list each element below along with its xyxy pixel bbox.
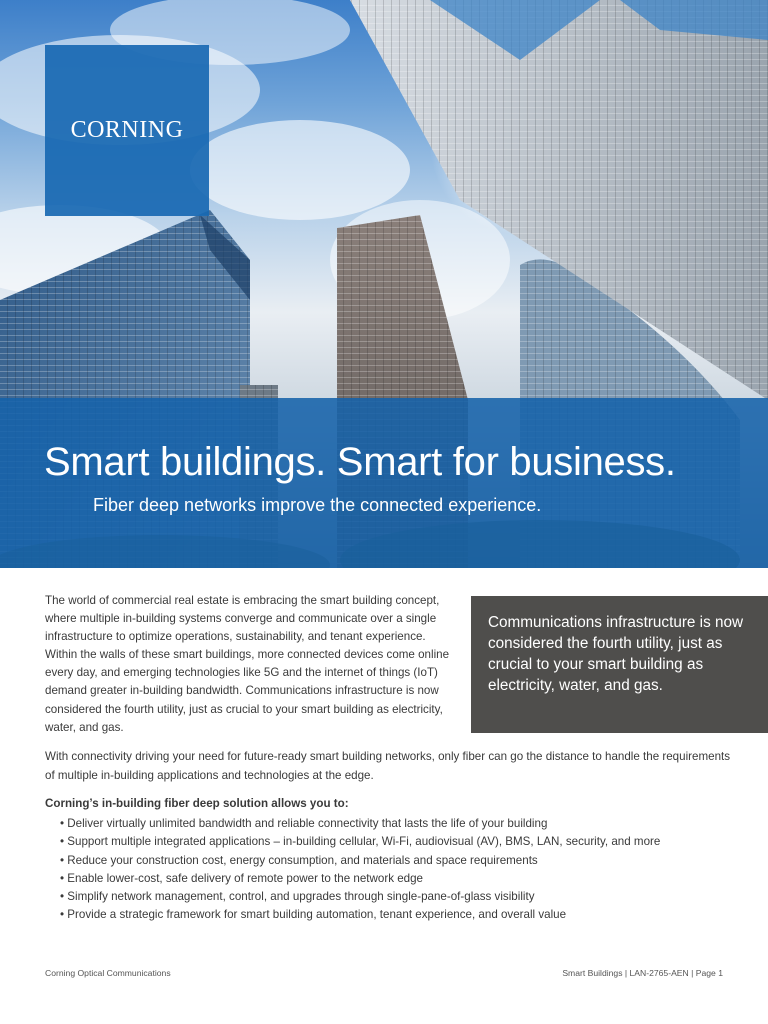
- footer-company: Corning Optical Communications: [45, 968, 171, 978]
- list-item: • Support multiple integrated applications – in-building cellular, Wi-Fi, audiovisual (AV), BMS, LAN, security, and more: [60, 833, 660, 851]
- logo-text: CORNING: [70, 117, 184, 143]
- intro-paragraph: The world of commercial real estate is embracing the smart building concept, where multiple in-building systems converge and communicate over a single infrastructure to optimize operations, sustainability, and tenant experience. Within the walls of these smart buildings, more connected devices come online every day, and emerging technologies like 5G and the internet of things (IoT) demand greater in-building bandwidth. Communications infrastructure is now considered the fourth utility, just as crucial to your smart building as electricity, water, and gas.: [45, 594, 450, 734]
- page-title: Smart buildings. Smart for business.: [44, 440, 676, 484]
- corning-logo: [45, 45, 209, 216]
- page-subtitle: Fiber deep networks improve the connected experience.: [93, 495, 542, 515]
- body-paragraph: With connectivity driving your need for future-ready smart building networks, only fiber can go the distance to handle the requirements of multiple in-building applications and technologies at the edge.: [45, 750, 731, 782]
- list-item: • Simplify network management, control, and upgrades through single-pane-of-glass visibility: [60, 888, 660, 906]
- list-item: • Deliver virtually unlimited bandwidth and reliable connectivity that lasts the life of your building: [60, 815, 660, 833]
- list-item: • Enable lower-cost, safe delivery of remote power to the network edge: [60, 870, 660, 888]
- list-item: • Reduce your construction cost, energy consumption, and materials and space requirements: [60, 852, 660, 870]
- list-item: • Provide a strategic framework for smart building automation, tenant experience, and overall value: [60, 906, 660, 924]
- benefits-list: [60, 815, 660, 925]
- callout-box: [471, 596, 768, 733]
- footer-page-info: Smart Buildings | LAN-2765-AEN | Page 1: [562, 968, 723, 978]
- list-heading: Corning’s in-building fiber deep solution allows you to:: [45, 797, 349, 810]
- callout-text: Communications infrastructure is now considered the fourth utility, just as crucial to your smart building as electricity, water, and gas.: [488, 614, 744, 694]
